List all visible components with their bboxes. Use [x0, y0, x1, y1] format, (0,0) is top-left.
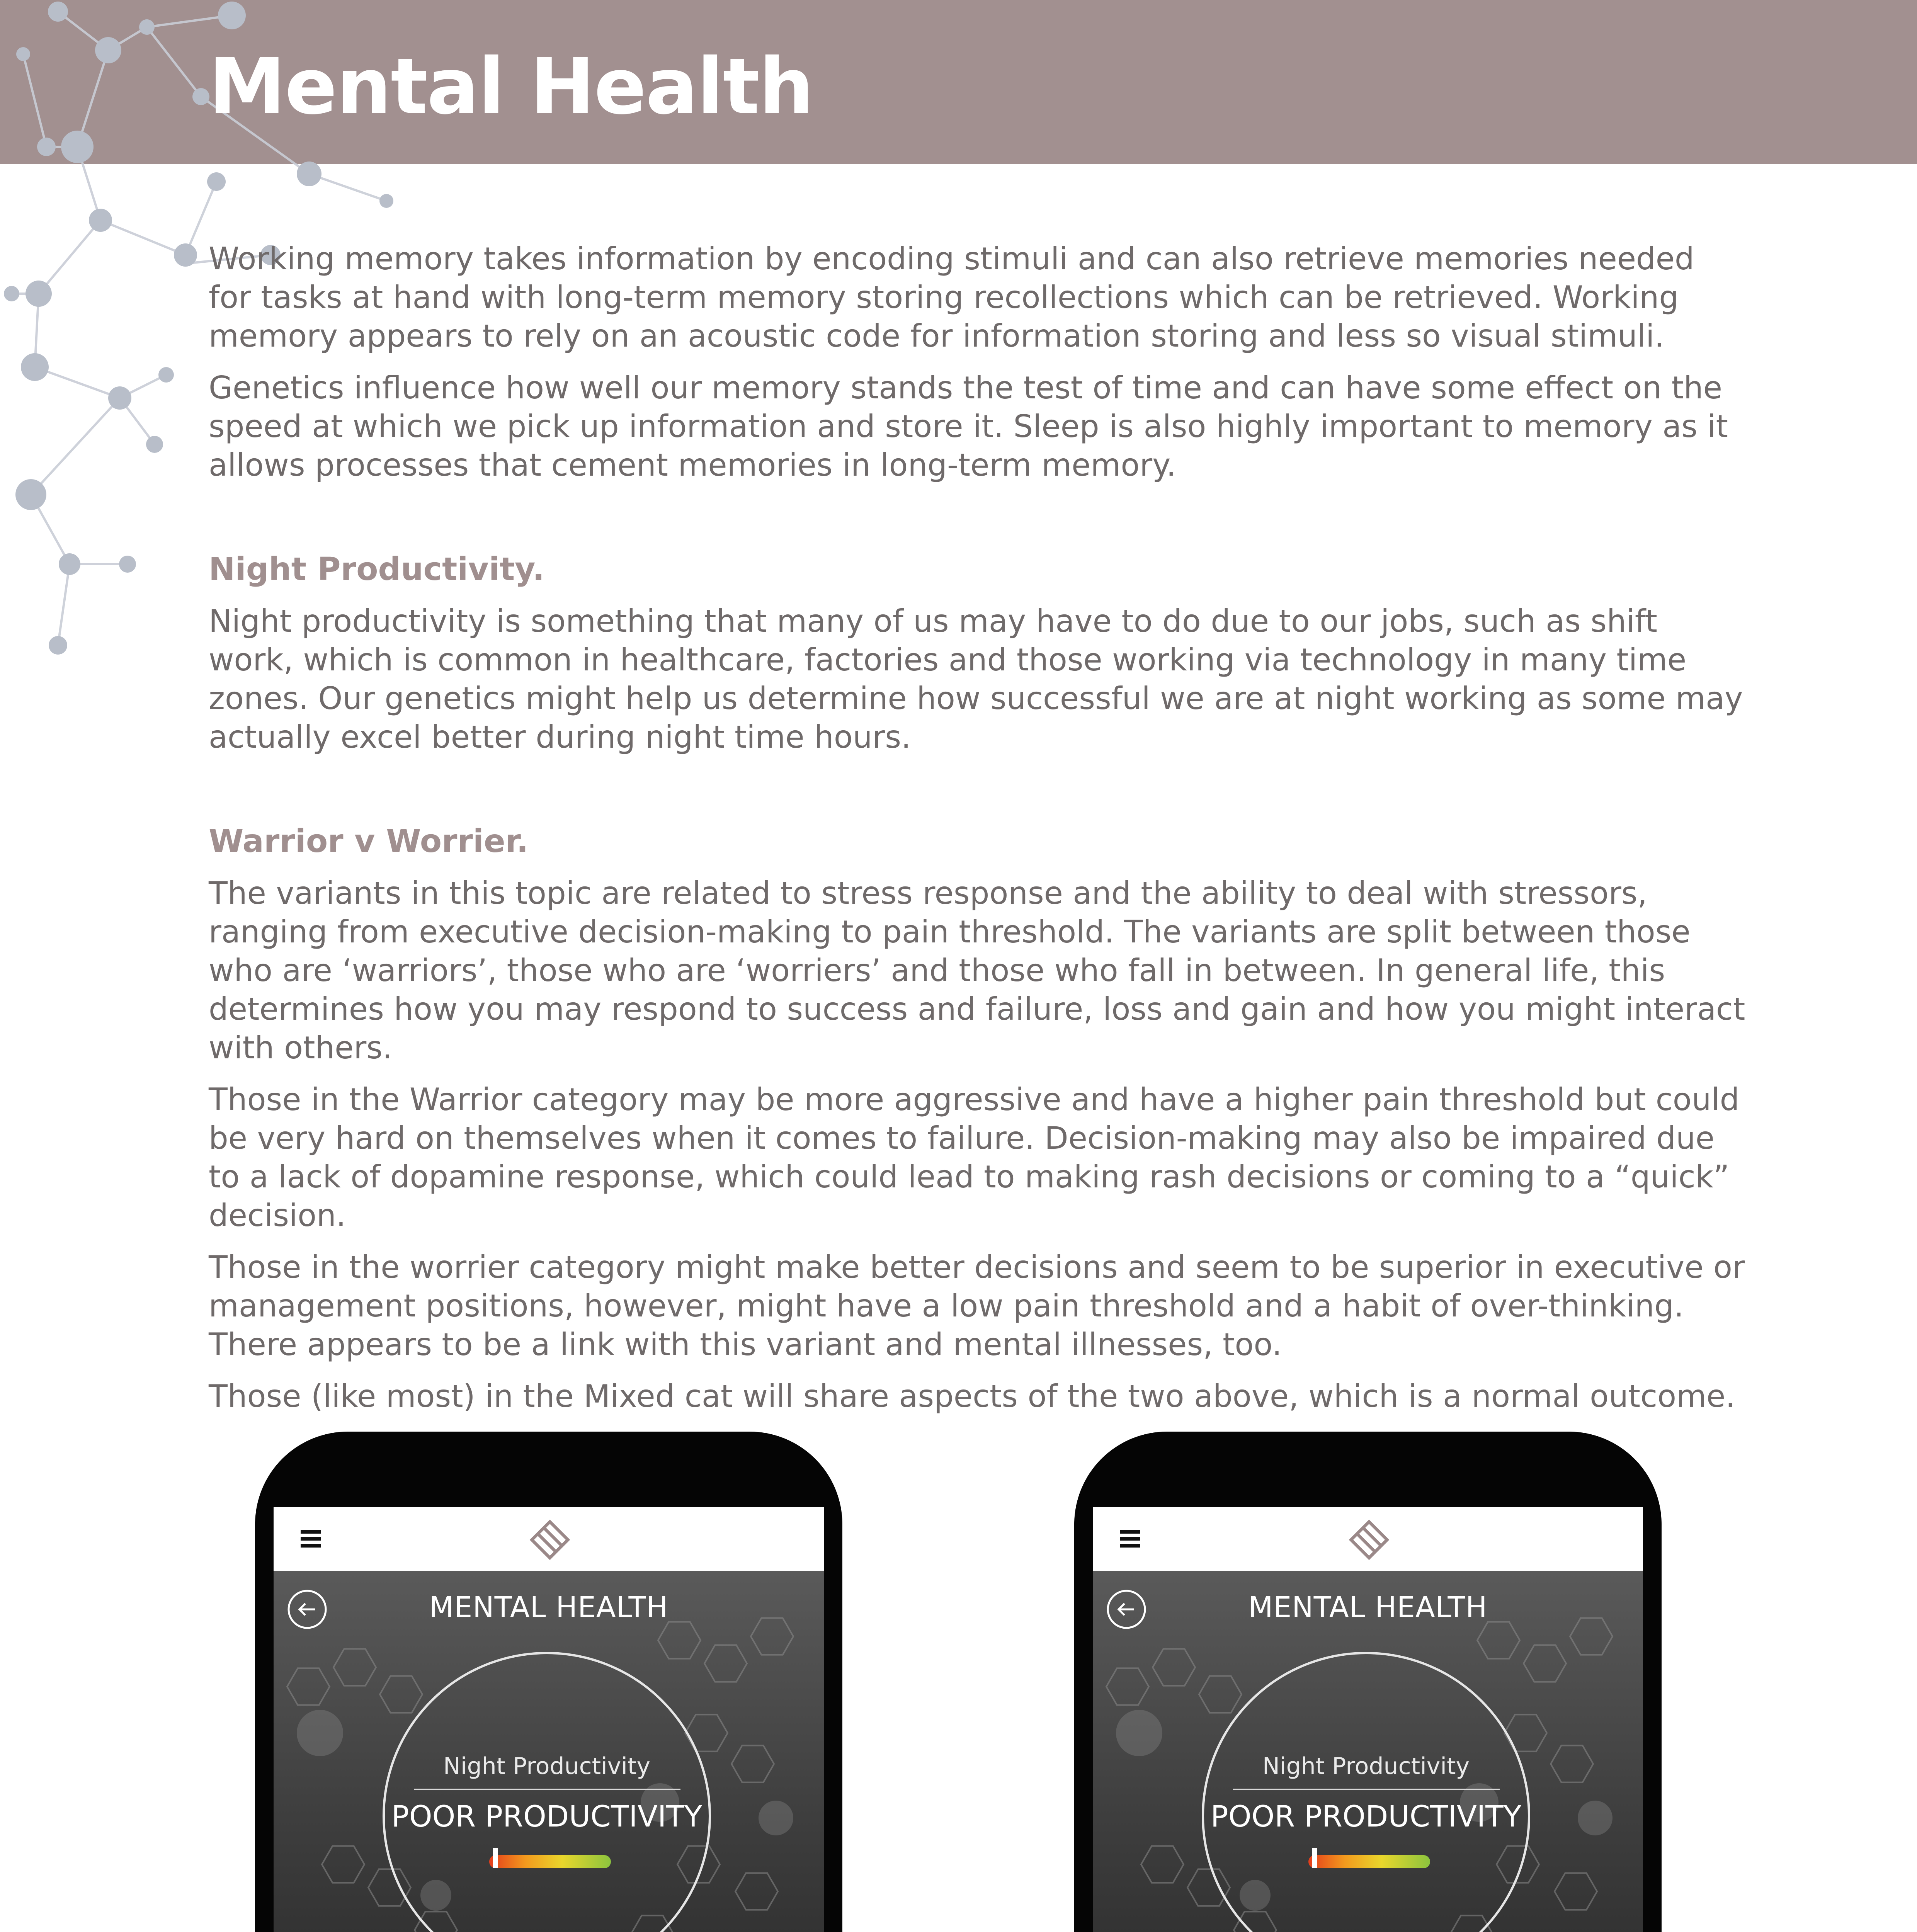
warrior-worrier-paragraph: Those in the Warrior category may be more aggressive and have a higher pain threshold but could be very hard on themselves when it comes to failure. Decision-making may also be impaired due to a lack of dopamine response, which could lead to making rash decisions or coming to a “quick” decision.	[209, 1082, 1740, 1233]
intro-paragraph: Genetics influence how well our memory stands the test of time and can have some effect on the speed at which we pick up information and store it. Sleep is also highly important to memory as it allows processes that cement memories in long-term memory.	[209, 370, 1728, 483]
warrior-worrier-paragraph: Those in the worrier category might make better decisions and seem to be superior in executive or management positions, however, might have a low pain threshold and a habit of over-thinking. There appears to be a link with this variant and mental illnesses, too.	[209, 1249, 1745, 1362]
app-top-bar	[1093, 1507, 1643, 1571]
gauge-marker	[1312, 1848, 1317, 1868]
hamburger-menu-icon[interactable]	[1120, 1530, 1140, 1547]
warrior-worrier-paragraph: The variants in this topic are related to stress response and the ability to deal with stressors, ranging from executive decision-making to pain threshold. The variants are split between those who are ‘warriors’, those who are ‘worriers’ and those who fall in between. In general life, this determines how you may respond to success and failure, loss and gain and how you might interact with others.	[209, 875, 1745, 1066]
gauge-bar	[1308, 1855, 1430, 1868]
article-body	[209, 240, 1747, 1429]
gauge-value: POOR PRODUCTIVITY	[1210, 1799, 1522, 1833]
gauge-marker	[493, 1848, 498, 1868]
night-productivity-heading: Night Productivity.	[209, 551, 545, 588]
phone-screen	[274, 1507, 824, 1932]
phone-mockup	[1074, 1432, 1662, 1932]
intro-paragraph: Working memory takes information by encoding stimuli and can also retrieve memories needed for tasks at hand with long-term memory storing recollections which can be retrieved. Working memory appears to rely on an acoustic code for information storing and less so visual stimuli.	[209, 241, 1694, 354]
app-logo-icon	[1348, 1519, 1390, 1561]
gauge-label: Night Productivity	[1262, 1753, 1470, 1780]
gauge-value: POOR PRODUCTIVITY	[391, 1799, 703, 1833]
hero-panel	[274, 1571, 824, 1932]
app-logo-icon	[529, 1519, 571, 1561]
warrior-worrier-heading: Warrior v Worrier.	[209, 823, 529, 860]
gauge-divider	[414, 1789, 680, 1790]
hamburger-menu-icon[interactable]	[301, 1530, 321, 1547]
gauge-divider	[1233, 1789, 1500, 1790]
page-title: Mental Health	[209, 42, 813, 132]
phone-screen	[1093, 1507, 1643, 1932]
hero-title: MENTAL HEALTH	[1248, 1591, 1488, 1624]
gauge-label: Night Productivity	[443, 1753, 650, 1780]
phone-mockup	[255, 1432, 842, 1932]
warrior-worrier-paragraph: Those (like most) in the Mixed cat will share aspects of the two above, which is a normal outcome.	[209, 1378, 1735, 1414]
hero-title: MENTAL HEALTH	[429, 1591, 668, 1624]
gauge-bar	[489, 1855, 611, 1868]
night-productivity-paragraph: Night productivity is something that many of us may have to do due to our jobs, such as shift work, which is common in healthcare, factories and those working via technology in many time zones. Our genetics might help us determine how successful we are at night working as some may actually excel better during night time hours.	[209, 603, 1743, 755]
app-top-bar	[274, 1507, 824, 1571]
hero-panel	[1093, 1571, 1643, 1932]
